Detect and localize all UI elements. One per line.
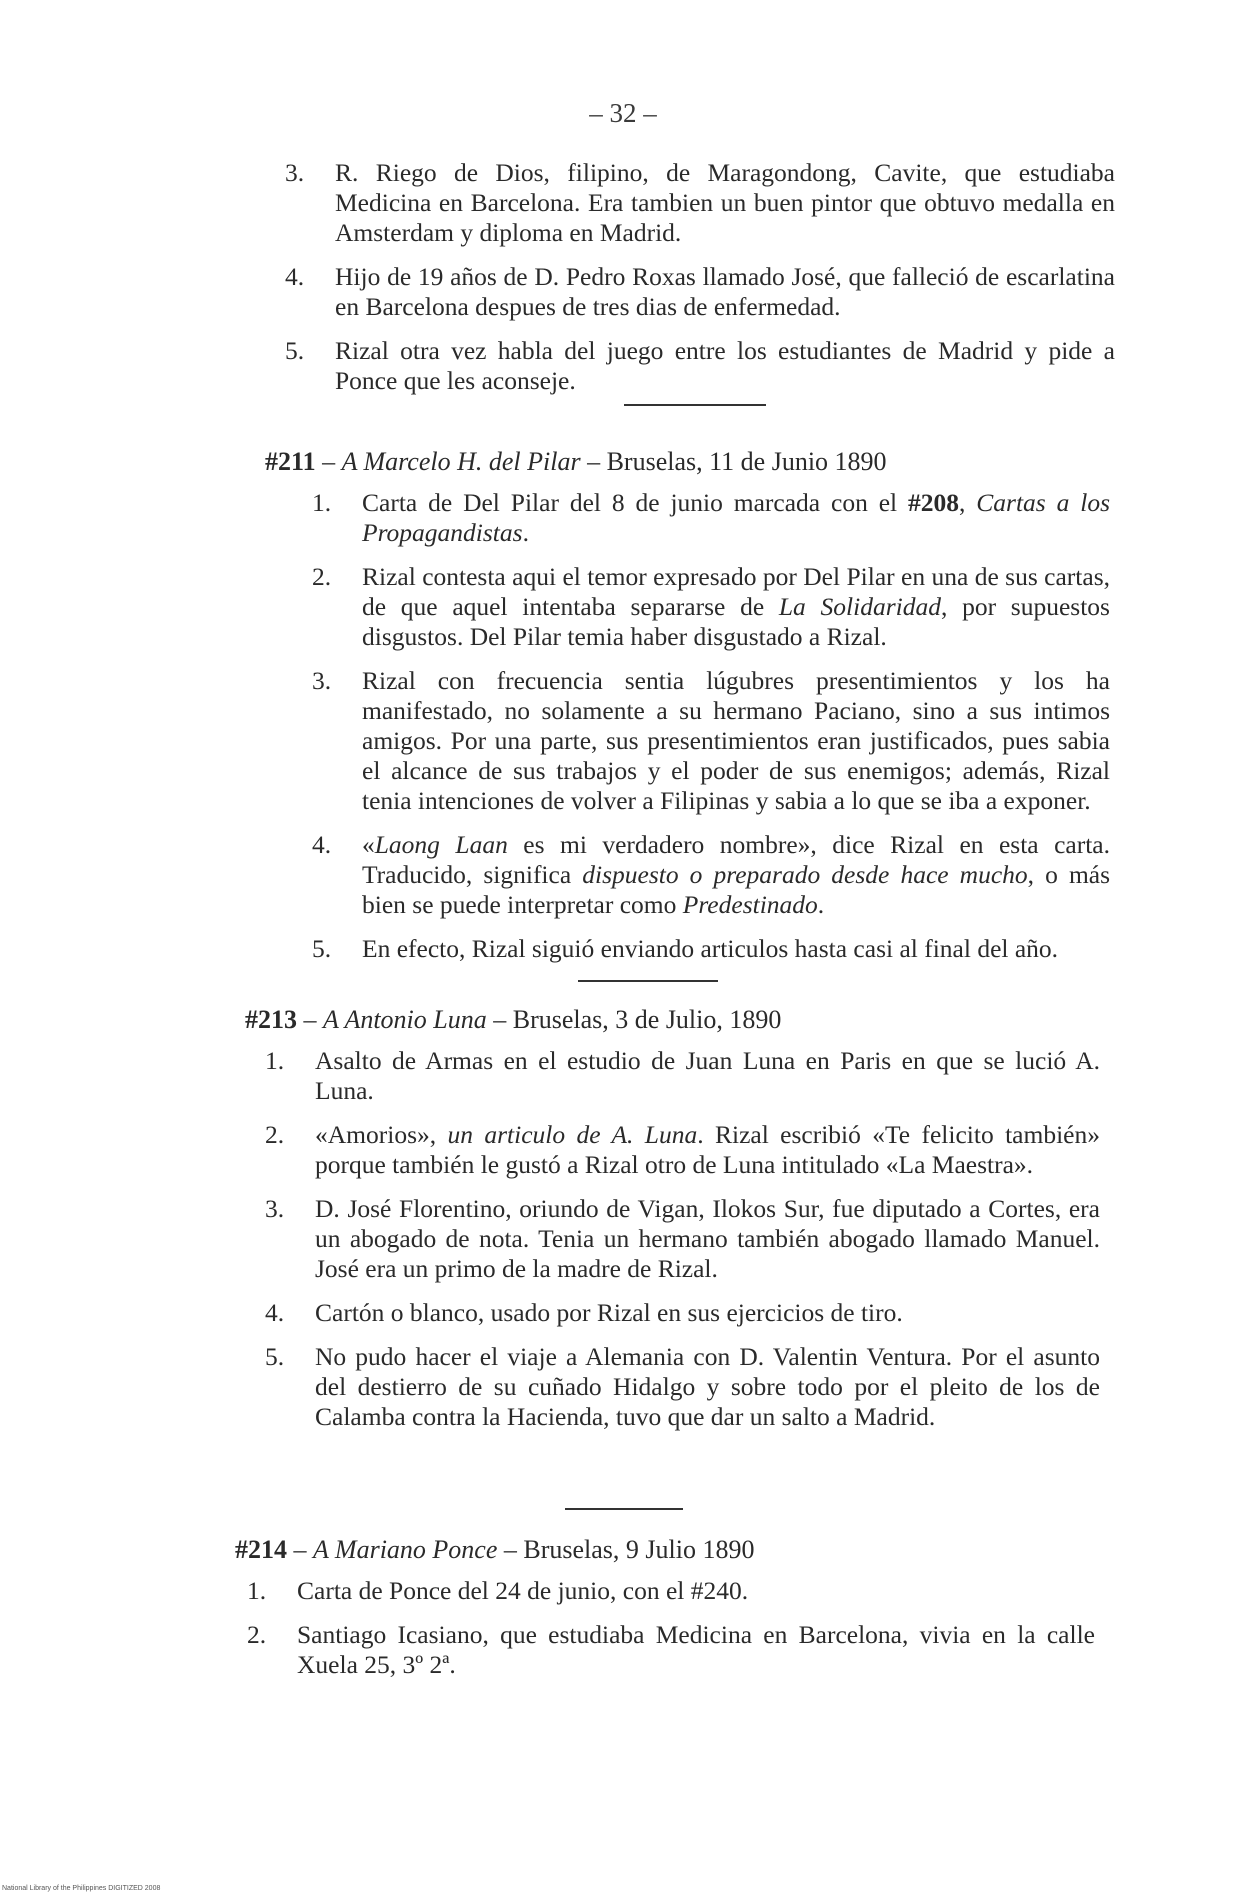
letter-place-date: Bruselas, 11 de Junio 1890 [606, 447, 887, 476]
list-item [312, 488, 1110, 548]
item-text: Asalto de Armas en el estudio de Juan Luna en Paris en que se lució A. Luna. [315, 1046, 1100, 1105]
item-text: . Rizal escribió «Te felicito también» porque también le gustó a Rizal otro de Luna intitulado «La Maestra». [315, 1120, 1100, 1179]
item-text: Carta de Ponce del 24 de junio, con el #240. [297, 1576, 749, 1605]
item-text: . [522, 518, 529, 547]
item-title: Cartas a los Propagandistas [362, 488, 1111, 547]
item-text: Rizal otra vez habla del juego entre los estudiantes de Madrid y pide a Ponce que les aconseje. [335, 336, 1115, 395]
item-number: 1. [312, 488, 332, 517]
item-text: Carta de Del Pilar del 8 de junio marcada con el [362, 488, 909, 517]
item-text: , [959, 488, 977, 517]
item-text: Santiago Icasiano, que estudiaba Medicina en Barcelona, vivia en la calle Xuela 25, 3º 2ª. [297, 1620, 1095, 1679]
letter-211 [265, 446, 1110, 978]
item-text: Hijo de 19 años de D. Pedro Roxas llamado José, que falleció de escarlatina en Barcelona despues de tres dias de enfermedad. [335, 262, 1115, 321]
item-number: 4. [312, 830, 332, 859]
letter-recipient: A Antonio Luna [323, 1005, 487, 1034]
list-item [312, 666, 1110, 816]
letter-214 [235, 1534, 1095, 1694]
item-title: un articulo de A. Luna [447, 1120, 698, 1149]
list-item [265, 1298, 1100, 1328]
item-text: En efecto, Rizal siguió enviando articulos hasta casi al final del año. [362, 934, 1059, 963]
item-reference: #208 [908, 488, 960, 517]
item-text: R. Riego de Dios, filipino, de Maragondong, Cavite, que estudiaba Medicina en Barcelona. Era tambien un buen pintor que obtuvo medalla en Amsterdam y diploma en Madrid. [335, 158, 1115, 247]
list-item [285, 336, 1115, 396]
list-item [265, 1046, 1100, 1106]
item-title: Predestinado [682, 890, 818, 919]
item-number: 4. [265, 1298, 285, 1327]
item-title: Laong Laan [374, 830, 508, 859]
item-text: Rizal contesta aqui el temor expresado por Del Pilar en una de sus cartas, de que aquel intentaba separarse de [362, 562, 1110, 621]
letter-heading: #213 – A Antonio Luna – Bruselas, 3 de Julio, 1890 [245, 1005, 782, 1034]
footer-credit: National Library of the Philippines DIGITIZED 2008 [2, 1885, 161, 1892]
item-number: 5. [312, 934, 332, 963]
intro-notes [285, 158, 1115, 410]
item-text: « [362, 830, 375, 859]
item-text: Cartón o blanco, usado por Rizal en sus ejercicios de tiro. [315, 1298, 903, 1327]
item-number: 3. [312, 666, 332, 695]
list-item [247, 1576, 1095, 1606]
section-divider [624, 404, 766, 406]
list-item [247, 1620, 1095, 1680]
list-item [265, 1194, 1100, 1284]
list-item [285, 262, 1115, 322]
item-number: 5. [265, 1342, 285, 1371]
letter-heading: #211 – A Marcelo H. del Pilar – Bruselas, 11 de Junio 1890 [265, 447, 887, 476]
letter-place-date: Bruselas, 9 Julio 1890 [523, 1535, 755, 1564]
item-text: D. José Florentino, oriundo de Vigan, Ilokos Sur, fue diputado a Cortes, era un abogado de nota. Tenia un hermano también abogado llamado Manuel. José era un primo de la madre de Rizal. [315, 1194, 1100, 1283]
item-number: 4. [285, 262, 305, 291]
list-item [312, 934, 1110, 964]
item-number: 2. [247, 1620, 267, 1649]
list-item [265, 1120, 1100, 1180]
page-number: – 32 – [589, 98, 657, 128]
item-number: 2. [312, 562, 332, 591]
list-item [312, 562, 1110, 652]
section-divider [565, 1508, 683, 1510]
item-title: dispuesto o preparado desde hace mucho [582, 860, 1028, 889]
list-item [285, 158, 1115, 248]
item-title: La Solidaridad [778, 592, 941, 621]
item-number: 3. [285, 158, 305, 187]
item-text: , por supuestos disgustos. Del Pilar temia haber disgustado a Rizal. [362, 592, 1110, 651]
letter-code: #214 [235, 1535, 287, 1564]
item-number: 3. [265, 1194, 285, 1223]
letter-heading: #214 – A Mariano Ponce – Bruselas, 9 Julio 1890 [235, 1535, 755, 1564]
item-number: 5. [285, 336, 305, 365]
item-text: No pudo hacer el viaje a Alemania con D. Valentin Ventura. Por el asunto del destierro de su cuñado Hidalgo y sobre todo por el pleito de los de Calamba contra la Hacienda, tuvo que dar un salto a Madrid. [315, 1342, 1100, 1431]
letter-213 [245, 1004, 1100, 1446]
section-divider [578, 980, 718, 982]
letter-recipient: A Mariano Ponce [313, 1535, 498, 1564]
list-item [265, 1342, 1100, 1432]
item-number: 1. [265, 1046, 285, 1075]
letter-place-date: Bruselas, 3 de Julio, 1890 [512, 1005, 782, 1034]
letter-code: #213 [245, 1005, 297, 1034]
item-text: Rizal con frecuencia sentia lúgubres presentimientos y los ha manifestado, no solamente a su hermano Paciano, sino a sus intimos amigos. Por una parte, sus presentimientos eran justificados, pues sabia el alcance de sus trabajos y el poder de sus enemigos; además, Rizal tenia intenciones de volver a Filipinas y sabia a lo que se iba a exponer. [362, 666, 1110, 815]
letter-recipient: A Marcelo H. del Pilar [341, 447, 581, 476]
item-text: . [817, 890, 825, 919]
item-number: 1. [247, 1576, 267, 1605]
item-text: «Amorios», [315, 1120, 448, 1149]
list-item [312, 830, 1110, 920]
item-number: 2. [265, 1120, 285, 1149]
item-text: es mi verdadero nombre», dice Rizal en esta carta. Traducido, significa [362, 830, 1110, 889]
item-text: , o más bien se puede interpretar como [362, 860, 1111, 919]
letter-code: #211 [265, 447, 316, 476]
